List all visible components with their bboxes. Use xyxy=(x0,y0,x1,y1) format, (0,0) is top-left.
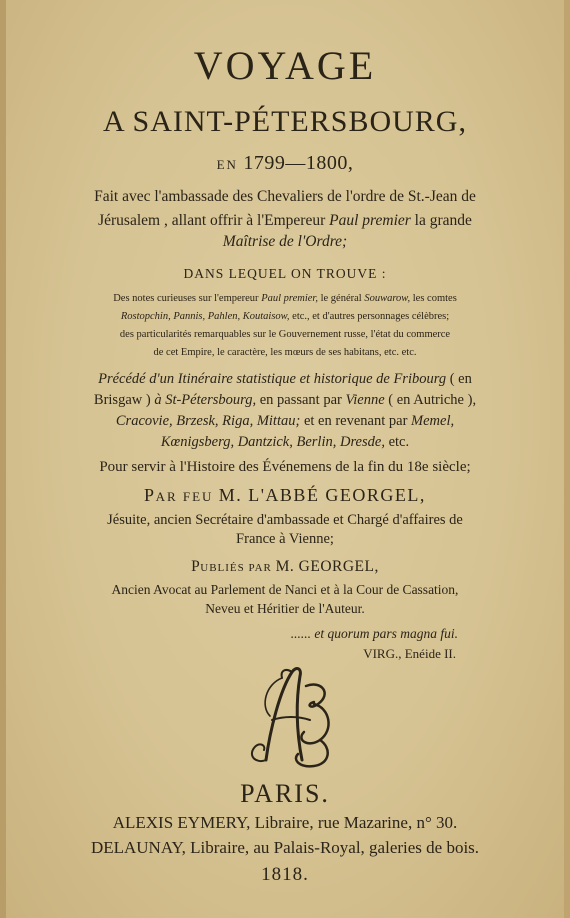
notes-line-2 xyxy=(6,311,564,322)
imprint-publisher-1: ALEXIS EYMERY, Libraire, rue Mazarine, n° 30. xyxy=(112,813,458,832)
notes-line-4: de cet Empire, le caractère, les mœurs de ses habitans, etc. etc. xyxy=(153,347,417,358)
book-title: VOYAGE xyxy=(193,43,377,88)
precede-1a: Précédé d'un Itinéraire statistique et historique de Fribourg xyxy=(98,371,447,387)
imprint-city: PARIS. xyxy=(240,779,330,808)
contents-heading: DANS LEQUEL ON TROUVE : xyxy=(183,266,387,281)
intro-line-1: Fait avec l'ambassade des Chevaliers de l'ordre de St.-Jean de xyxy=(94,188,476,205)
intro-line-2 xyxy=(6,212,564,230)
precede-2c: en passant par xyxy=(256,392,346,408)
author-par-initial: P xyxy=(144,485,156,505)
intro-line-3: Maîtrise de l'Ordre; xyxy=(222,233,348,250)
years-range: 1799—1800, xyxy=(243,152,354,174)
imprint-year: 1818. xyxy=(261,864,309,885)
published-initial: P xyxy=(191,558,201,575)
notes-2a: Rostopchin, Pannis, Pahlen, Koutaisow, xyxy=(120,311,290,322)
precede-3c: Memel, xyxy=(411,413,455,429)
precede-3a: Cracovie, Brzesk, Riga, Mittau; xyxy=(115,413,301,429)
avocat-line-2: Neveu et Héritier de l'Auteur. xyxy=(205,601,365,616)
precede-2a: Brisgaw ) xyxy=(93,392,155,408)
epigraph-source: VIRG., Enéide II. xyxy=(363,646,456,661)
author-par-rest: AR FEU xyxy=(155,489,219,504)
pour-servir-line: Pour servir à l'Histoire des Événemens de la fin du 18e siècle; xyxy=(99,459,471,475)
precede-2d: Vienne xyxy=(345,392,385,408)
notes-2b: etc., et d'autres personnages célèbres; xyxy=(289,311,450,322)
published-by-line xyxy=(6,558,564,576)
precede-line-3 xyxy=(6,413,564,430)
notes-1a: Des notes curieuses sur l'empereur xyxy=(113,293,262,304)
monogram-ornament xyxy=(236,660,346,772)
jesuite-line-1: Jésuite, ancien Secrétaire d'ambassade et Chargé d'affaires de xyxy=(107,512,463,528)
publisher-name: M. GEORGEL, xyxy=(275,558,379,575)
precede-2b: à St-Pétersbourg, xyxy=(154,392,257,408)
precede-line-4 xyxy=(6,434,564,451)
journey-years xyxy=(6,152,564,175)
imprint-publisher-2: DELAUNAY, Libraire, au Palais-Royal, galeries de bois. xyxy=(90,838,480,857)
intro-line-2a: Jérusalem , allant offrir à l'Empereur xyxy=(98,212,330,229)
notes-line-1 xyxy=(6,293,564,304)
author-name: M. L'ABBÉ GEORGEL, xyxy=(218,485,426,505)
avocat-line-1: Ancien Avocat au Parlement de Nanci et à la Cour de Cassation, xyxy=(111,582,459,597)
precede-2e: ( en Autriche ), xyxy=(384,392,477,408)
precede-line-1 xyxy=(6,371,564,388)
precede-3b: et en revenant par xyxy=(300,413,412,429)
book-subtitle: A SAINT-PÉTERSBOURG, xyxy=(103,105,467,138)
notes-1e: les comtes xyxy=(410,293,457,304)
precede-4b: etc. xyxy=(384,434,410,450)
notes-1b: Paul premier, xyxy=(261,293,318,304)
notes-line-3: des particularités remarquables sur le Gouvernement russe, l'état du commerce xyxy=(119,329,451,340)
published-rest: UBLIÉS PAR xyxy=(200,562,276,574)
author-line xyxy=(6,485,564,506)
jesuite-line-2: France à Vienne; xyxy=(236,531,334,547)
notes-1c: le général xyxy=(317,293,365,304)
epigraph-quote: ...... et quorum pars magna fui. xyxy=(290,626,458,641)
intro-paul-premier: Paul premier xyxy=(329,212,411,229)
notes-1d: Souwarow, xyxy=(364,293,411,304)
intro-line-2c: la grande xyxy=(410,212,472,229)
years-prefix: EN xyxy=(216,157,238,172)
precede-line-2 xyxy=(6,392,564,409)
precede-4a: Kœnigsberg, Dantzick, Berlin, Dresde, xyxy=(160,434,385,450)
precede-1b: ( en xyxy=(446,371,472,387)
